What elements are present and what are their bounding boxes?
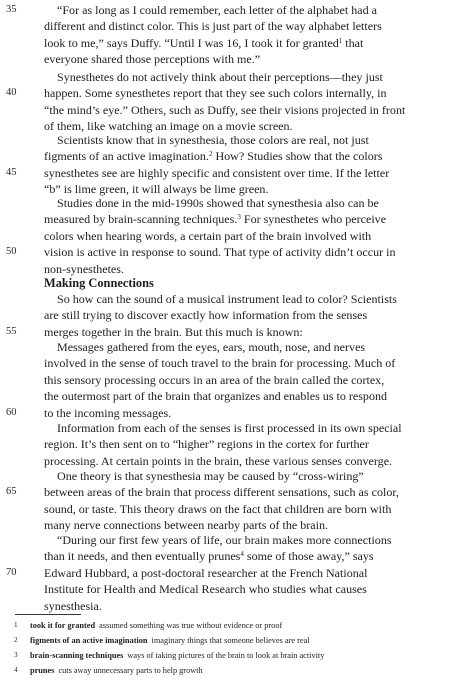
text-line — [0, 195, 451, 211]
line-text: some of those away,” says — [243, 549, 374, 564]
line-text: everyone shared those perceptions with me.” — [44, 52, 261, 67]
paragraph — [0, 132, 451, 198]
line-text: “During our first few years of life, our brain makes more connections — [57, 533, 392, 547]
text-line — [0, 18, 451, 34]
line-text: look to me,” says Duffy. “Until I was 16, I took it for granted — [44, 35, 339, 50]
text-line — [0, 436, 451, 452]
text-line — [0, 372, 451, 388]
footnote-ref: 4 — [240, 550, 244, 559]
paragraph — [0, 468, 451, 534]
text-line — [0, 69, 451, 85]
text-line — [0, 420, 451, 436]
text-line — [0, 484, 451, 500]
line-text: the outermost part of the brain that organizes and enables us to respond — [44, 389, 388, 404]
footnote-ref: 3 — [237, 213, 241, 222]
text-line — [0, 388, 451, 404]
line-number: 45 — [6, 166, 17, 178]
line-text: For synesthetes who perceive — [240, 212, 387, 227]
paragraph — [0, 195, 451, 277]
line-number: 60 — [6, 406, 17, 418]
line-text: Synesthetes do not actively think about their perceptions—they just — [57, 70, 383, 84]
line-number: 70 — [6, 566, 17, 578]
line-number: 65 — [6, 486, 17, 498]
footnote-definition: cuts away unnecessary parts to help growth — [58, 665, 203, 675]
paragraph — [0, 2, 451, 68]
line-text: to the incoming messages. — [44, 405, 172, 420]
text-line — [0, 35, 451, 51]
line-text: figments of an active imagination. — [44, 149, 209, 164]
line-text: different and distinct color. This is just part of the way alphabet letters — [44, 19, 382, 34]
line-text: Scientists know that in synesthesia, those colors are real, not just — [57, 133, 369, 147]
line-text: Information from each of the senses is first processed in its own special — [57, 421, 402, 435]
line-text: involved in the sense of touch travel to the brain for processing. Much of — [44, 356, 396, 371]
footnote-number: 4 — [14, 665, 18, 674]
line-text: this sensory processing occurs in an area of the brain called the cortex, — [44, 372, 385, 387]
line-text: Edward Hubbard, a post-doctoral researcher at the French National — [44, 565, 368, 580]
text-line — [0, 598, 451, 614]
line-text: vision is active in response to sound. That type of activity didn’t occur in — [44, 245, 396, 260]
text-line — [0, 211, 451, 227]
line-text: “b” is lime green, it will always be lime green. — [44, 182, 269, 197]
text-line — [0, 339, 451, 355]
line-text: Messages gathered from the eyes, ears, mouth, nose, and nerves — [57, 340, 366, 354]
text-line — [0, 405, 451, 421]
line-text: between areas of the brain that process different sensations, such as color, — [44, 485, 399, 500]
line-text: non-synesthetes. — [44, 261, 124, 276]
line-text: happen. Some synesthetes report that they see such colors internally, in — [44, 86, 387, 101]
line-number: 50 — [6, 246, 17, 258]
footnote — [14, 635, 444, 647]
text-line — [0, 307, 451, 323]
line-text: synesthetes see are highly specific and consistent over time. If the letter — [44, 165, 390, 180]
line-text: are still trying to discover exactly how information from the senses — [44, 308, 368, 323]
footnote-number: 2 — [14, 635, 18, 644]
paragraph — [0, 339, 451, 421]
line-text: One theory is that synesthesia may be caused by “cross-wiring” — [57, 469, 364, 483]
footnote-number: 3 — [14, 650, 18, 659]
line-number: 55 — [6, 325, 17, 337]
footnote — [14, 620, 444, 632]
line-text: than it needs, and then eventually prunes — [44, 549, 241, 564]
line-text: region. It’s then sent on to “higher” regions in the cortex for further — [44, 437, 369, 452]
paragraph — [0, 69, 451, 135]
footnote — [14, 665, 444, 677]
text-line — [0, 324, 451, 340]
line-text: “the mind’s eye.” Others, such as Duffy, see their visions projected in front — [44, 102, 406, 117]
footnote-term: took it for granted — [30, 621, 96, 630]
text-line — [0, 2, 451, 18]
line-text: Studies done in the mid-1990s showed that synesthesia also can be — [57, 196, 379, 210]
line-text: of them, like watching an image on a movie screen. — [44, 119, 293, 134]
line-number: 35 — [6, 4, 17, 15]
line-text: synesthesia. — [44, 598, 102, 613]
text-line — [0, 453, 451, 469]
footnote-term: brain-scanning techniques — [30, 650, 124, 660]
line-text: processing. At certain points in the brain, these various senses converge. — [44, 453, 393, 468]
line-text: sound, or taste. This theory draws on the fact that children are born with — [44, 501, 392, 516]
paragraph — [0, 291, 451, 340]
line-number: 40 — [6, 87, 17, 99]
text-line — [0, 228, 451, 244]
line-text: Institute for Health and Medical Research who studies what causes — [44, 582, 367, 597]
text-line — [0, 468, 451, 484]
footnote-term: prunes — [30, 665, 55, 675]
footnote-ref: 2 — [208, 150, 213, 159]
line-text: that — [342, 35, 364, 50]
line-text: many nerve connections between nearby parts of the brain. — [44, 518, 328, 533]
paragraph — [0, 420, 451, 469]
footnote-divider — [15, 614, 81, 615]
footnote-ref: 1 — [338, 36, 343, 45]
line-text: How? Studies show that the colors — [212, 149, 383, 164]
section-heading: Making Connections — [44, 276, 154, 290]
footnote-term: figments of an active imagination — [30, 635, 148, 645]
line-text: merges together in the brain. But this much is known: — [44, 324, 303, 339]
line-text: So how can the sound of a musical instrument lead to color? Scientists — [57, 292, 397, 306]
line-text: “For as long as I could remember, each letter of the alphabet had a — [57, 3, 377, 17]
footnote-number: 1 — [14, 621, 18, 629]
text-line — [0, 548, 451, 564]
text-line — [0, 581, 451, 597]
line-text: measured by brain-scanning techniques. — [44, 212, 238, 227]
paragraph — [0, 532, 451, 614]
text-line — [0, 51, 451, 67]
text-line — [0, 532, 451, 548]
text-line — [0, 565, 451, 581]
text-line — [0, 102, 451, 118]
text-line — [0, 132, 451, 148]
text-line — [0, 501, 451, 517]
footnotes — [14, 620, 444, 680]
footnote-definition: ways of taking pictures of the brain to look at brain activity — [127, 650, 325, 660]
text-line — [0, 291, 451, 307]
text-line — [0, 165, 451, 181]
text-line — [0, 148, 451, 164]
footnote-definition: imaginary things that someone believes are real — [151, 635, 310, 645]
footnote — [14, 650, 444, 662]
text-line — [0, 355, 451, 371]
text-line — [0, 85, 451, 101]
line-text: colors when hearing words, a certain part of the brain involved with — [44, 228, 372, 243]
footnote-definition: assumed something was true without evidence or proof — [99, 621, 283, 630]
text-line — [0, 244, 451, 260]
